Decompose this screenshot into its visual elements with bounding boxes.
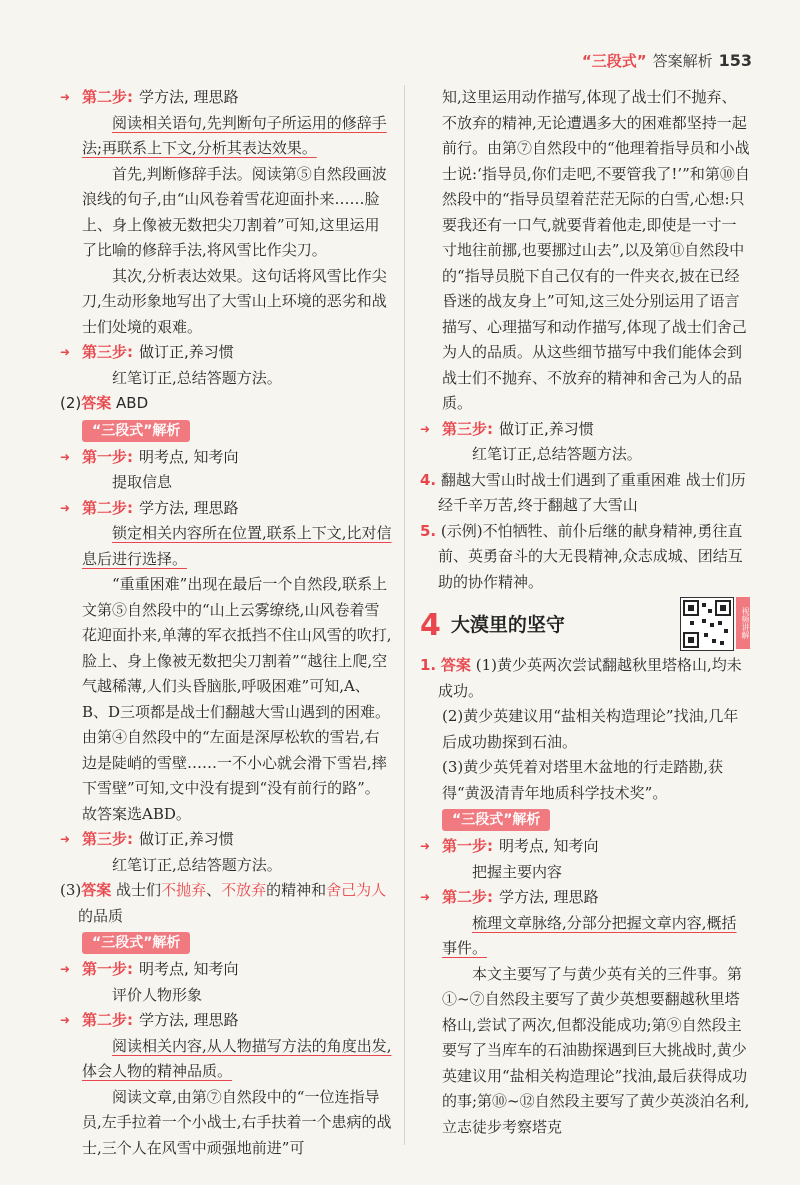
step-text: 学方法, 理思路 xyxy=(139,88,239,106)
answer-keyword: 舍己为人 xyxy=(326,881,387,899)
arrow-icon: ➜ xyxy=(60,962,71,976)
step-title: 第二步: xyxy=(82,1011,133,1029)
step-title: 第二步: xyxy=(82,498,133,517)
arrow-icon: ➜ xyxy=(60,90,71,104)
step-title: 第二步: xyxy=(82,88,133,106)
answer-text: (2)黄少英建议用“盐相关构造理论”找油,几年后成功勘探到石油。 xyxy=(442,707,739,751)
step-text: 明考点, 知考向 xyxy=(139,960,239,978)
step-title: 第一步: xyxy=(442,837,493,855)
step-note: 红笔订正,总结答题方法。 xyxy=(112,855,282,874)
step-title: 第三步: xyxy=(82,830,133,848)
analysis-paragraph: 首先,判断修辞手法。阅读第⑤自然段画波浪线的句子,由“山风卷着雪花迎面扑来……脸上、身上像被无数把尖刀割着”可知,这里运用了比喻的修辞手法,将风雪比作尖刀。 xyxy=(82,164,387,259)
answer-text: (示例)不怕牺牲、前仆后继的献身精神,勇往直前、英勇奋斗的大无畏精神,众志成城、团结互助的协作精神。 xyxy=(438,521,743,591)
page-header xyxy=(582,50,752,71)
arrow-icon: ➜ xyxy=(60,1013,71,1027)
answer-keyword: 不抛弃 xyxy=(161,881,207,899)
step-heading xyxy=(60,85,393,111)
method-text: 阅读相关语句,先判断句子所运用的修辞手法;再联系上下文,分析其表达效果。 xyxy=(82,113,387,157)
step-heading xyxy=(60,827,393,853)
left-column xyxy=(60,85,393,1161)
step-text: 学方法, 理思路 xyxy=(139,1011,239,1029)
step-text: 学方法, 理思路 xyxy=(139,498,239,517)
answer-item xyxy=(420,519,750,596)
step-text: 明考点, 知考向 xyxy=(139,447,239,466)
answer-label: 答案 xyxy=(81,394,112,412)
arrow-icon: ➜ xyxy=(60,449,71,464)
step-text: 做订正,养习惯 xyxy=(139,830,234,848)
step-note: 提取信息 xyxy=(112,473,173,491)
lesson-heading xyxy=(420,603,750,649)
answer-text: (1)黄少英两次尝试翻越秋里塔格山,均未成功。 xyxy=(438,656,742,700)
analysis-paragraph: 其次,分析表达效果。这句话将风雪比作尖刀,生动形象地写出了大雪山上环境的恶劣和战士们处境的艰难。 xyxy=(82,266,387,336)
step-text: 明考点, 知考向 xyxy=(499,837,599,855)
step-title: 第二步: xyxy=(442,888,493,906)
question-number: 5. xyxy=(420,521,437,540)
step-heading xyxy=(60,445,393,471)
step-title: 第三步: xyxy=(82,343,133,361)
analysis-paragraph: 阅读文章,由第⑦自然段中的“一位连指导员,左手拉着一个小战士,右手扶着一个患病的战士,三个人在风雪中顽强地前进”可 xyxy=(82,1087,392,1157)
answer-text: 的精神和 xyxy=(266,881,327,899)
method-text: 阅读相关内容,从人物描写方法的角度出发,体会人物的精神品质。 xyxy=(82,1036,392,1080)
analysis-badge: “三段式”解析 xyxy=(442,809,550,831)
answer-text: (3)黄少英凭着对塔里木盆地的行走踏勘,获得“黄汲清青年地质科学技术奖”。 xyxy=(442,758,724,802)
step-heading xyxy=(420,885,750,911)
step-note: 评价人物形象 xyxy=(112,985,203,1004)
question-number: 4. xyxy=(420,470,437,489)
step-heading xyxy=(420,834,750,860)
answer-item xyxy=(420,653,750,704)
qr-code-icon[interactable] xyxy=(680,597,734,651)
step-title: 第三步: xyxy=(442,419,493,438)
answer-text: 的品质 xyxy=(78,906,124,925)
step-text: 学方法, 理思路 xyxy=(499,888,599,906)
analysis-paragraph: 本文主要写了与黄少英有关的三件事。第①~⑦自然段主要写了黄少英想要翻越秋里塔格山,尝试了两次,但都没能成功;第⑨自然段主要写了当库车的石油勘探遇到巨大挑战时,黄少英建议用“盐相关构造理论”找油,最后获得成功的事;第⑩~⑫自然段主要写了黄少英淡泊名利,立志徒步考察塔克 xyxy=(442,964,750,1136)
arrow-icon: ➜ xyxy=(420,421,431,436)
question-number: (3) xyxy=(60,881,82,899)
analysis-paragraph: 知,这里运用动作描写,体现了战士们不抛弃、不放弃的精神,无论遭遇多大的困难都坚持一起前行。由第⑦自然段中的“他理着指导员和小战士说:‘指导员,你们走吧,不要管我了!’”和第⑩自然段中的“指导员望着茫茫无际的白雪,心想:只要我还有一口气,就要背着他走,即使是一寸一寸地往前挪,也要挪过山去”,以及第⑪自然段中的“指导员脱下自己仅有的一件夹衣,披在已经昏迷的战友身上”可知,这三处分别运用了语言描写、心理描写和动作描写,体现了战士们舍己为人的品质。从这些细节描写中我们能体会到战士们不抛弃、不放弃的精神和舍己为人的品质。 xyxy=(442,88,750,412)
method-text: 梳理文章脉络,分部分把握文章内容,概括事件。 xyxy=(442,913,737,957)
answer-item xyxy=(420,468,750,519)
arrow-icon: ➜ xyxy=(60,832,71,846)
header-tag: “三段式” xyxy=(581,52,647,70)
step-note: 把握主要内容 xyxy=(472,862,563,881)
header-title: 答案解析 xyxy=(652,52,713,70)
question-number: 1. xyxy=(420,656,437,674)
analysis-badge: “三段式”解析 xyxy=(82,932,190,954)
answer-label: 答案 xyxy=(440,656,471,674)
step-note: 红笔订正,总结答题方法。 xyxy=(112,368,282,387)
arrow-icon: ➜ xyxy=(60,500,71,515)
step-heading xyxy=(60,496,393,522)
right-column xyxy=(420,85,750,1140)
step-heading xyxy=(420,417,750,443)
analysis-paragraph: “重重困难”出现在最后一个自然段,联系上文第⑤自然段中的“山上云雾缭绕,山风卷着雪花迎面扑来,单薄的军衣抵挡不住山风雪的吹打,脸上、身上像被无数把尖刀割着”“越往上爬,空气越稀薄,人们头昏脑胀,呼吸困难”可知,A、B、D三项都是战士们翻越大雪山遇到的困难。由第④自然段中的“左面是深厚松软的雪岩,右边是陡峭的雪壁……一不小心就会滑下雪岩,摔下雪壁”可知,文中没有提到“没有前行的路”。故答案选ABD。 xyxy=(82,575,392,823)
step-title: 第一步: xyxy=(82,447,133,466)
answer-line xyxy=(60,878,393,929)
arrow-icon: ➜ xyxy=(420,890,431,904)
qr-tag: 视频讲解 xyxy=(736,597,750,649)
answer-text: ABD xyxy=(116,394,149,412)
analysis-badge: “三段式”解析 xyxy=(82,420,190,442)
step-heading xyxy=(60,340,393,366)
method-text: 锁定相关内容所在位置,联系上下文,比对信息后进行选择。 xyxy=(82,524,392,568)
step-note: 红笔订正,总结答题方法。 xyxy=(472,445,642,463)
answer-text: 战士们 xyxy=(116,881,162,899)
step-heading xyxy=(60,957,393,983)
step-title: 第一步: xyxy=(82,960,133,978)
answer-text: 翻越大雪山时战士们遇到了重重困难 战士们历经千辛万苦,终于翻越了大雪山 xyxy=(438,470,746,514)
column-divider xyxy=(404,85,405,1145)
answer-label: 答案 xyxy=(81,881,112,899)
answer-keyword: 不放弃 xyxy=(221,881,267,899)
arrow-icon: ➜ xyxy=(60,345,71,359)
answer-line xyxy=(60,391,393,417)
question-number: (2) xyxy=(60,394,82,412)
step-text: 做订正,养习惯 xyxy=(499,419,594,438)
lesson-title: 大漠里的坚守 xyxy=(450,614,565,637)
page-number: 153 xyxy=(718,51,752,70)
step-heading xyxy=(60,1008,393,1034)
step-text: 做订正,养习惯 xyxy=(139,343,234,361)
answer-text: 、 xyxy=(206,881,222,899)
arrow-icon: ➜ xyxy=(420,839,431,853)
lesson-number: 4 xyxy=(420,608,441,644)
